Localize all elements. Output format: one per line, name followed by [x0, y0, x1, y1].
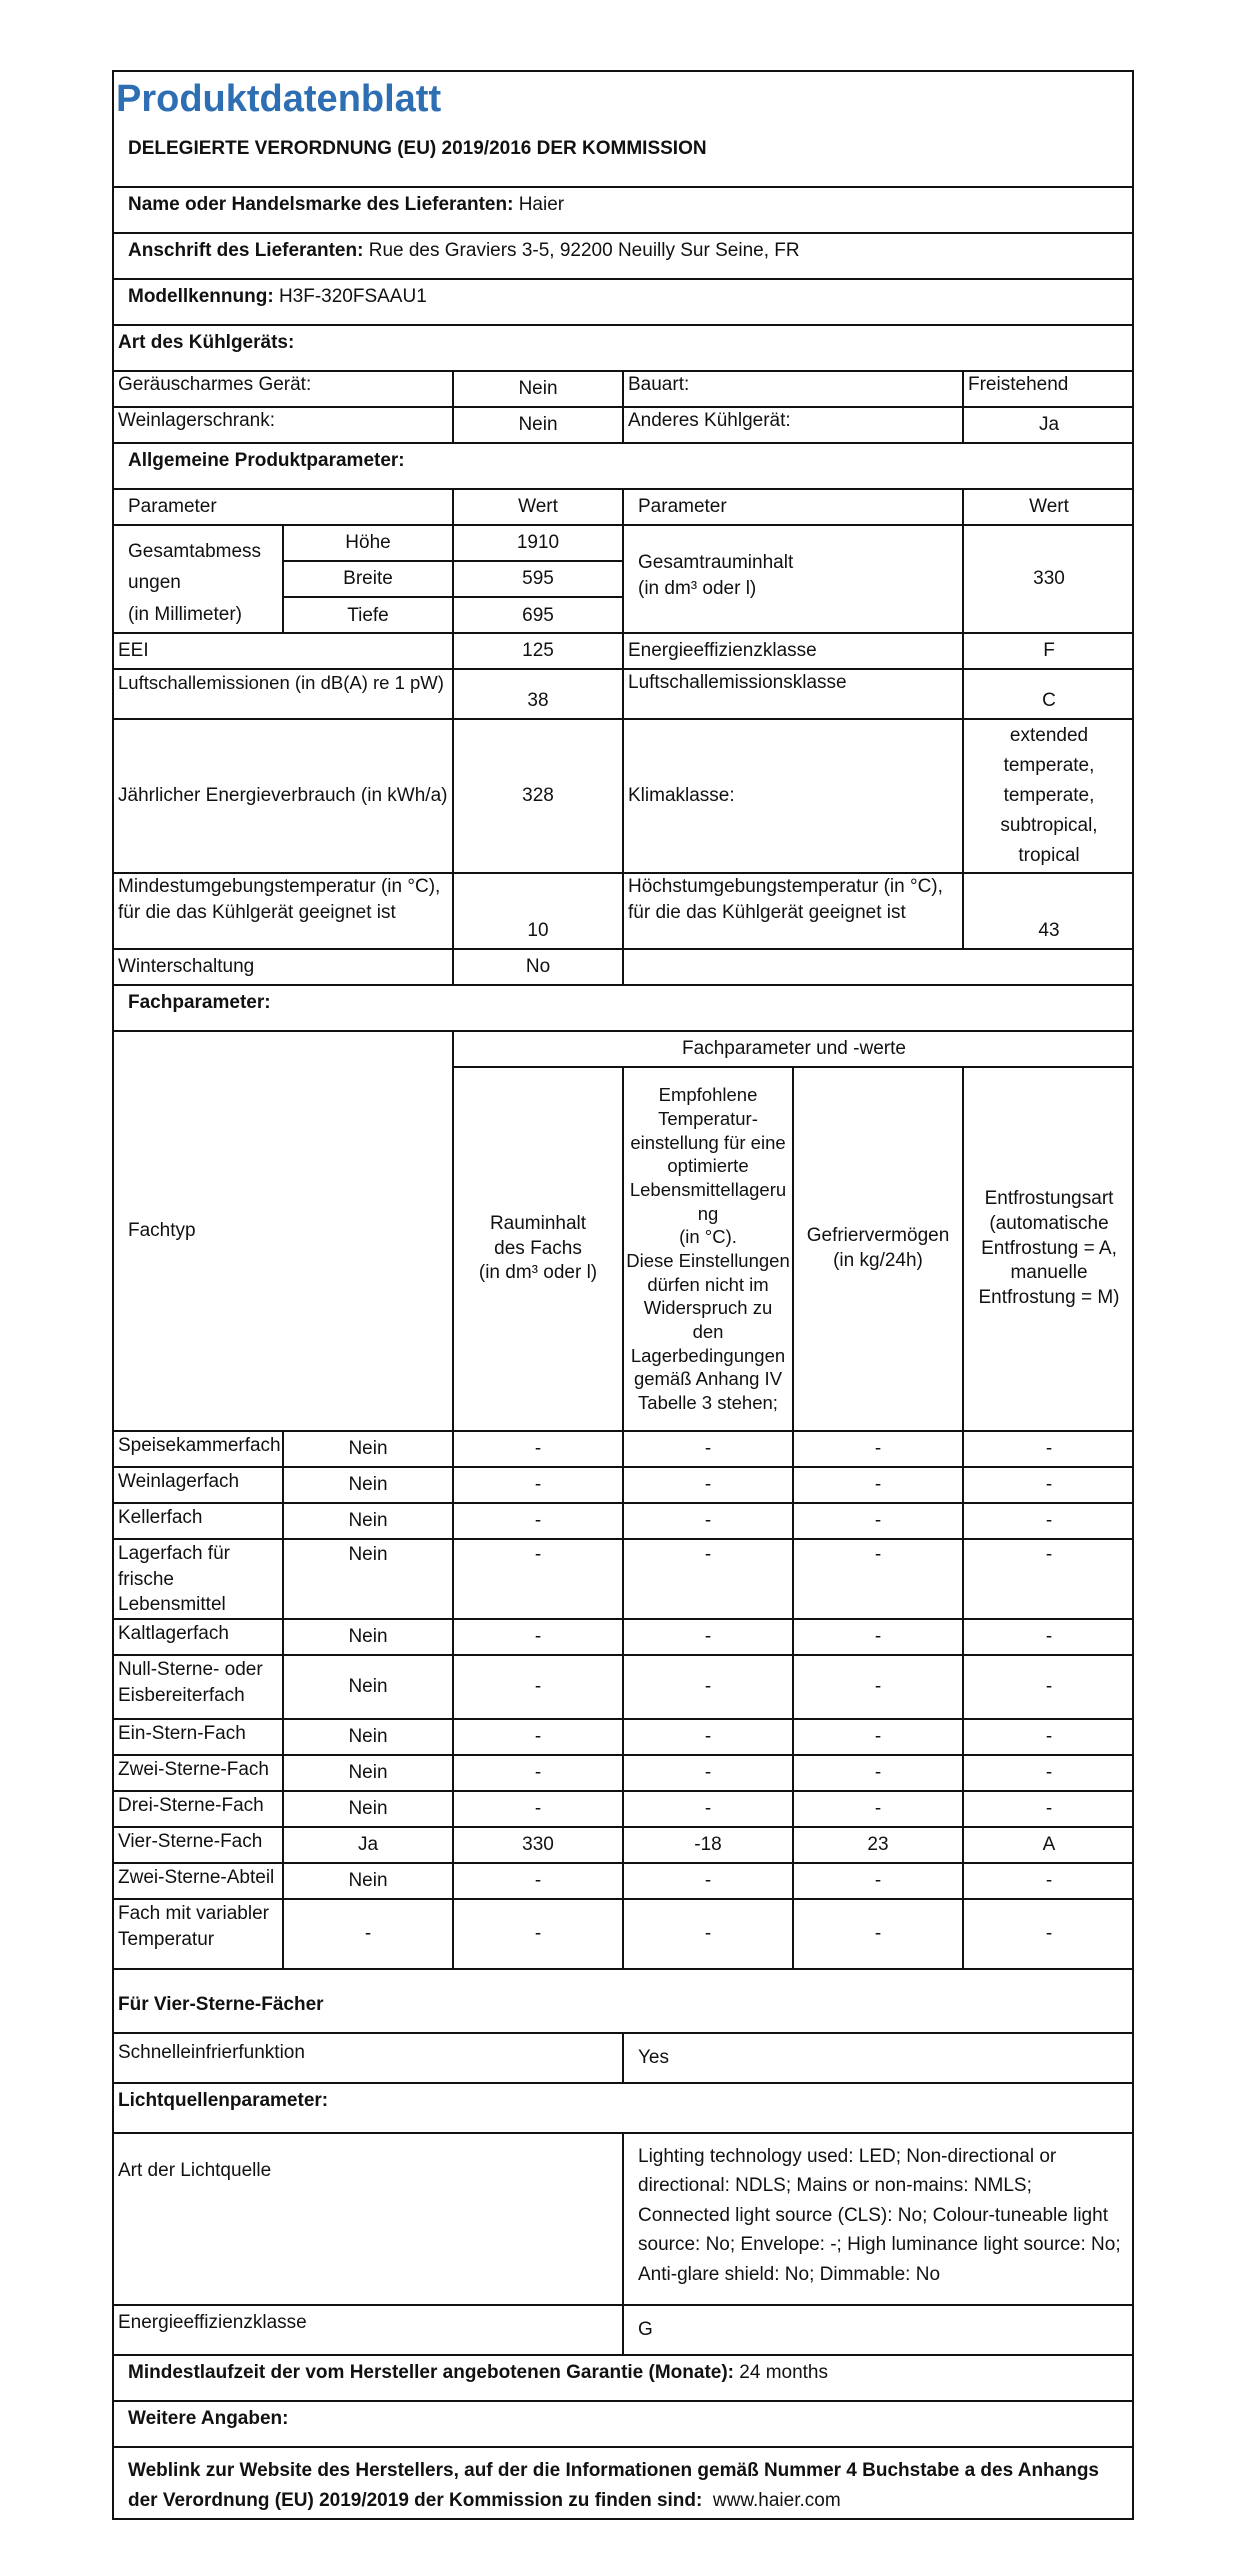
compartment-row: [114, 1504, 1132, 1540]
compartment-freezing-capacity: -: [794, 1756, 964, 1790]
freezing-capacity-header: Gefriervermögen (in kg/24h): [794, 1068, 964, 1430]
dimension-values: [454, 526, 624, 632]
compartment-row: [114, 1468, 1132, 1504]
weblink-row: [114, 2448, 1132, 2520]
temperature-header: Empfohlene Temperatur- einstellung für eine optimierte Lebensmittellageru ng (in °C). Diese Einstellungen dürfen nicht im Widerspruch zu den Lagerbedingungen gemäß Anhang IV Tabelle 3 stehen;: [624, 1068, 794, 1430]
other-appliance-label: Anderes Kühlgerät:: [624, 408, 964, 442]
total-volume-label: Gesamtrauminhalt (in dm³ oder l): [624, 526, 964, 632]
compartment-defrost: -: [1045, 1625, 1053, 1647]
four-star-section: [114, 1988, 1132, 2034]
compartment-row: [114, 1756, 1132, 1792]
compartment-name: Speisekammerfach: [114, 1432, 284, 1466]
compartment-row: [114, 1900, 1132, 1970]
weblink-value[interactable]: www.haier.com: [712, 2490, 841, 2512]
dimensions-label: Gesamtabmess ungen (in Millimeter): [114, 526, 284, 632]
winter-row: [114, 950, 1132, 986]
compartment-volume: -: [454, 1468, 624, 1502]
compartment-defrost: -: [1045, 1797, 1053, 1819]
light-type-label: Art der Lichtquelle: [114, 2134, 624, 2304]
noise-value: 38: [454, 670, 624, 718]
compartment-defrost: -: [1045, 1869, 1053, 1891]
climate-class-label: Klimaklasse:: [624, 720, 964, 872]
other-appliance-value: Ja: [1038, 413, 1060, 435]
compartment-temperature: -: [624, 1756, 794, 1790]
compartment-present: Ja: [284, 1828, 454, 1862]
compartment-temperature: -: [624, 1540, 794, 1618]
compartment-volume: -: [454, 1864, 624, 1898]
general-header-row: [114, 490, 1132, 526]
compartment-volume: -: [454, 1720, 624, 1754]
compartments-section: [114, 986, 1132, 1032]
light-class-row: [114, 2306, 1132, 2356]
appliance-type-section: [114, 326, 1132, 372]
compartment-volume: -: [454, 1432, 624, 1466]
defrost-header: Entfrostungsart (automatische Entfrostung = A, manuelle Entfrostung = M): [978, 1188, 1120, 1309]
param-header-left: Parameter: [114, 490, 454, 524]
width-label: Breite: [284, 562, 452, 598]
compartment-present: Nein: [284, 1656, 454, 1718]
regulation-title: DELEGIERTE VERORDNUNG (EU) 2019/2016 DER KOMMISSION: [128, 138, 707, 159]
warranty-row: [114, 2356, 1132, 2402]
appliance-type-label: Art des Kühlgeräts:: [118, 332, 295, 353]
model-row: [114, 280, 1132, 326]
light-class-value: G: [638, 2318, 653, 2340]
compartment-temperature: -: [624, 1504, 794, 1538]
compartment-defrost: -: [1045, 1437, 1053, 1459]
light-section-label: Lichtquellenparameter:: [118, 2090, 329, 2111]
depth-value: 695: [522, 604, 554, 626]
compartment-name: Weinlagerfach: [114, 1468, 284, 1502]
compartment-present: -: [284, 1900, 454, 1968]
max-temp-label: Höchstumgebungstemperatur (in °C), für die das Kühlgerät geeignet ist: [624, 874, 964, 948]
fast-freeze-label: Schnelleinfrierfunktion: [114, 2034, 624, 2082]
compartment-present: Nein: [284, 1720, 454, 1754]
compartment-name: Null-Sterne- oder Eisbereiterfach: [114, 1656, 284, 1718]
noise-row: [114, 670, 1132, 720]
compartment-row: [114, 1720, 1132, 1756]
compartment-freezing-capacity: -: [794, 1656, 964, 1718]
compartment-defrost: A: [1042, 1833, 1056, 1855]
compartment-present: Nein: [284, 1540, 454, 1618]
compartment-row: [114, 1540, 1132, 1620]
supplier-address-label: Anschrift des Lieferanten:: [128, 240, 364, 261]
min-temp-value: 10: [454, 874, 624, 948]
four-star-label: Für Vier-Sterne-Fächer: [118, 1994, 324, 2015]
general-section: [114, 444, 1132, 490]
wine-value: Nein: [454, 408, 624, 442]
design-value: Freistehend: [968, 374, 1069, 395]
light-section: [114, 2084, 1132, 2134]
value-header-left: Wert: [454, 490, 624, 524]
model-value: H3F-320FSAAU1: [278, 286, 427, 307]
compartment-defrost: -: [1045, 1922, 1053, 1944]
header-row: [114, 72, 1132, 188]
compartment-freezing-capacity: -: [794, 1864, 964, 1898]
compartment-row: [114, 1792, 1132, 1828]
volume-header: Rauminhalt des Fachs (in dm³ oder l): [454, 1068, 624, 1430]
energy-class-value: F: [1043, 639, 1055, 661]
compartment-temperature: -: [624, 1900, 794, 1968]
compartment-volume: -: [454, 1620, 624, 1654]
compartment-freezing-capacity: -: [794, 1540, 964, 1618]
compartment-defrost: -: [1045, 1544, 1053, 1565]
compartment-values-group: [454, 1032, 1134, 1430]
compartment-temperature: -: [624, 1432, 794, 1466]
total-volume-value: 330: [1033, 567, 1065, 589]
compartment-group-header: Fachparameter und -werte: [454, 1032, 1134, 1068]
compartment-name: Kaltlagerfach: [114, 1620, 284, 1654]
annual-energy-row: [114, 720, 1132, 874]
noise-class-label: Luftschallemissionsklasse: [624, 670, 964, 718]
compartment-defrost: -: [1045, 1725, 1053, 1747]
width-value: 595: [454, 562, 622, 598]
compartment-row: [114, 1864, 1132, 1900]
design-label: Bauart:: [624, 372, 964, 406]
light-class-label: Energieeffizienzklasse: [114, 2306, 624, 2354]
compartment-freezing-capacity: -: [794, 1432, 964, 1466]
compartment-freezing-capacity: -: [794, 1504, 964, 1538]
compartment-volume: -: [454, 1540, 624, 1618]
max-temp-value: 43: [1038, 919, 1060, 941]
compartment-temperature: -: [624, 1720, 794, 1754]
compartment-present: Nein: [284, 1792, 454, 1826]
compartment-freezing-capacity: 23: [794, 1828, 964, 1862]
param-header-right: Parameter: [624, 490, 964, 524]
fast-freeze-row: [114, 2034, 1132, 2084]
annual-energy-label: Jährlicher Energieverbrauch (in kWh/a): [114, 720, 454, 872]
compartment-present: Nein: [284, 1756, 454, 1790]
compartment-volume: -: [454, 1756, 624, 1790]
compartment-volume: -: [454, 1504, 624, 1538]
compartment-name: Fach mit variabler Temperatur: [114, 1900, 284, 1968]
low-noise-value: Nein: [454, 372, 624, 406]
compartment-name: Lagerfach für frische Lebensmittel: [114, 1540, 284, 1618]
compartment-name: Drei-Sterne-Fach: [114, 1792, 284, 1826]
light-type-row: [114, 2134, 1132, 2306]
annual-energy-value: 328: [454, 720, 624, 872]
supplier-name-row: [114, 188, 1132, 234]
general-section-label: Allgemeine Produktparameter:: [128, 450, 405, 471]
compartment-defrost: -: [1045, 1675, 1053, 1697]
winter-value: No: [454, 950, 624, 984]
compartment-volume: 330: [454, 1828, 624, 1862]
compartment-volume: -: [454, 1656, 624, 1718]
more-info-label: Weitere Angaben:: [128, 2408, 289, 2429]
compartment-volume: -: [454, 1792, 624, 1826]
eei-label: EEI: [114, 634, 454, 668]
model-label: Modellkennung:: [128, 286, 274, 307]
min-temp-label: Mindestumgebungstemperatur (in °C), für die das Kühlgerät geeignet ist: [114, 874, 454, 948]
compartment-temperature: -18: [624, 1828, 794, 1862]
energy-class-label: Energieeffizienzklasse: [624, 634, 964, 668]
fast-freeze-value: Yes: [638, 2046, 669, 2068]
compartment-present: Nein: [284, 1504, 454, 1538]
dimensions-row: [114, 526, 1132, 634]
compartment-row: [114, 1656, 1132, 1720]
compartment-row: [114, 1432, 1132, 1468]
eei-value: 125: [454, 634, 624, 668]
eei-row: [114, 634, 1132, 670]
noise-label: Luftschallemissionen (in dB(A) re 1 pW): [114, 670, 454, 718]
compartment-name: Vier-Sterne-Fach: [114, 1828, 284, 1862]
compartment-present: Nein: [284, 1620, 454, 1654]
more-info-row: [114, 2402, 1132, 2448]
compartment-temperature: -: [624, 1792, 794, 1826]
compartment-temperature: -: [624, 1620, 794, 1654]
light-type-value: Lighting technology used: LED; Non-directional or directional: NDLS; Mains or non-mains: NMLS; Connected light source (CLS): No; Colour-tuneable light source: No; Envelope: -; High luminance light source: No; Anti-glare shield: No; Dimmable: No: [638, 2146, 1121, 2285]
value-header-right: Wert: [1029, 495, 1069, 517]
depth-label: Tiefe: [347, 604, 389, 626]
page-title: Produktdatenblatt: [116, 78, 442, 120]
compartment-freezing-capacity: -: [794, 1620, 964, 1654]
height-value: 1910: [454, 526, 622, 562]
compartment-row: [114, 1620, 1132, 1656]
height-label: Höhe: [284, 526, 452, 562]
low-noise-label: Geräuscharmes Gerät:: [114, 372, 454, 406]
compartment-row: [114, 1828, 1132, 1864]
compartment-present: Nein: [284, 1432, 454, 1466]
warranty-label: Mindestlaufzeit der vom Hersteller angebotenen Garantie (Monate):: [128, 2362, 734, 2383]
warranty-value: 24 months: [739, 2362, 829, 2383]
product-data-sheet: [112, 70, 1134, 2520]
compartment-freezing-capacity: -: [794, 1792, 964, 1826]
compartment-freezing-capacity: -: [794, 1468, 964, 1502]
compartments-section-label: Fachparameter:: [128, 992, 271, 1013]
compartment-type-header: Fachtyp: [114, 1032, 454, 1430]
compartment-defrost: -: [1045, 1473, 1053, 1495]
supplier-address-value: Rue des Graviers 3-5, 92200 Neuilly Sur Seine, FR: [368, 240, 800, 261]
compartment-temperature: -: [624, 1656, 794, 1718]
compartment-defrost: -: [1045, 1509, 1053, 1531]
dimension-subtable: [284, 526, 454, 632]
compartment-volume: -: [454, 1900, 624, 1968]
supplier-name-label: Name oder Handelsmarke des Lieferanten:: [128, 194, 514, 215]
compartment-name: Zwei-Sterne-Fach: [114, 1756, 284, 1790]
wine-label: Weinlagerschrank:: [114, 408, 454, 442]
low-noise-row: [114, 372, 1132, 408]
compartment-name: Ein-Stern-Fach: [114, 1720, 284, 1754]
weblink-label: Weblink zur Website des Herstellers, auf der die Informationen gemäß Nummer 4 Buchstabe a des Anhangs der Verordnung (EU) 2019/2019 der Kommission zu finden sind:: [128, 2460, 1100, 2512]
compartment-freezing-capacity: -: [794, 1720, 964, 1754]
compartment-temperature: -: [624, 1864, 794, 1898]
winter-label: Winterschaltung: [114, 950, 454, 984]
compartment-defrost: -: [1045, 1761, 1053, 1783]
compartment-name: Zwei-Sterne-Abteil: [114, 1864, 284, 1898]
supplier-address-row: [114, 234, 1132, 280]
compartment-freezing-capacity: -: [794, 1900, 964, 1968]
noise-class-value: C: [1042, 689, 1056, 711]
ambient-temp-row: [114, 874, 1132, 950]
compartment-header-row: [114, 1032, 1132, 1432]
compartment-present: Nein: [284, 1864, 454, 1898]
supplier-name-value: Haier: [518, 194, 565, 215]
compartment-present: Nein: [284, 1468, 454, 1502]
compartment-temperature: -: [624, 1468, 794, 1502]
compartment-name: Kellerfach: [114, 1504, 284, 1538]
wine-row: [114, 408, 1132, 444]
climate-class-value: extended temperate, temperate, subtropical, tropical: [1000, 724, 1098, 867]
